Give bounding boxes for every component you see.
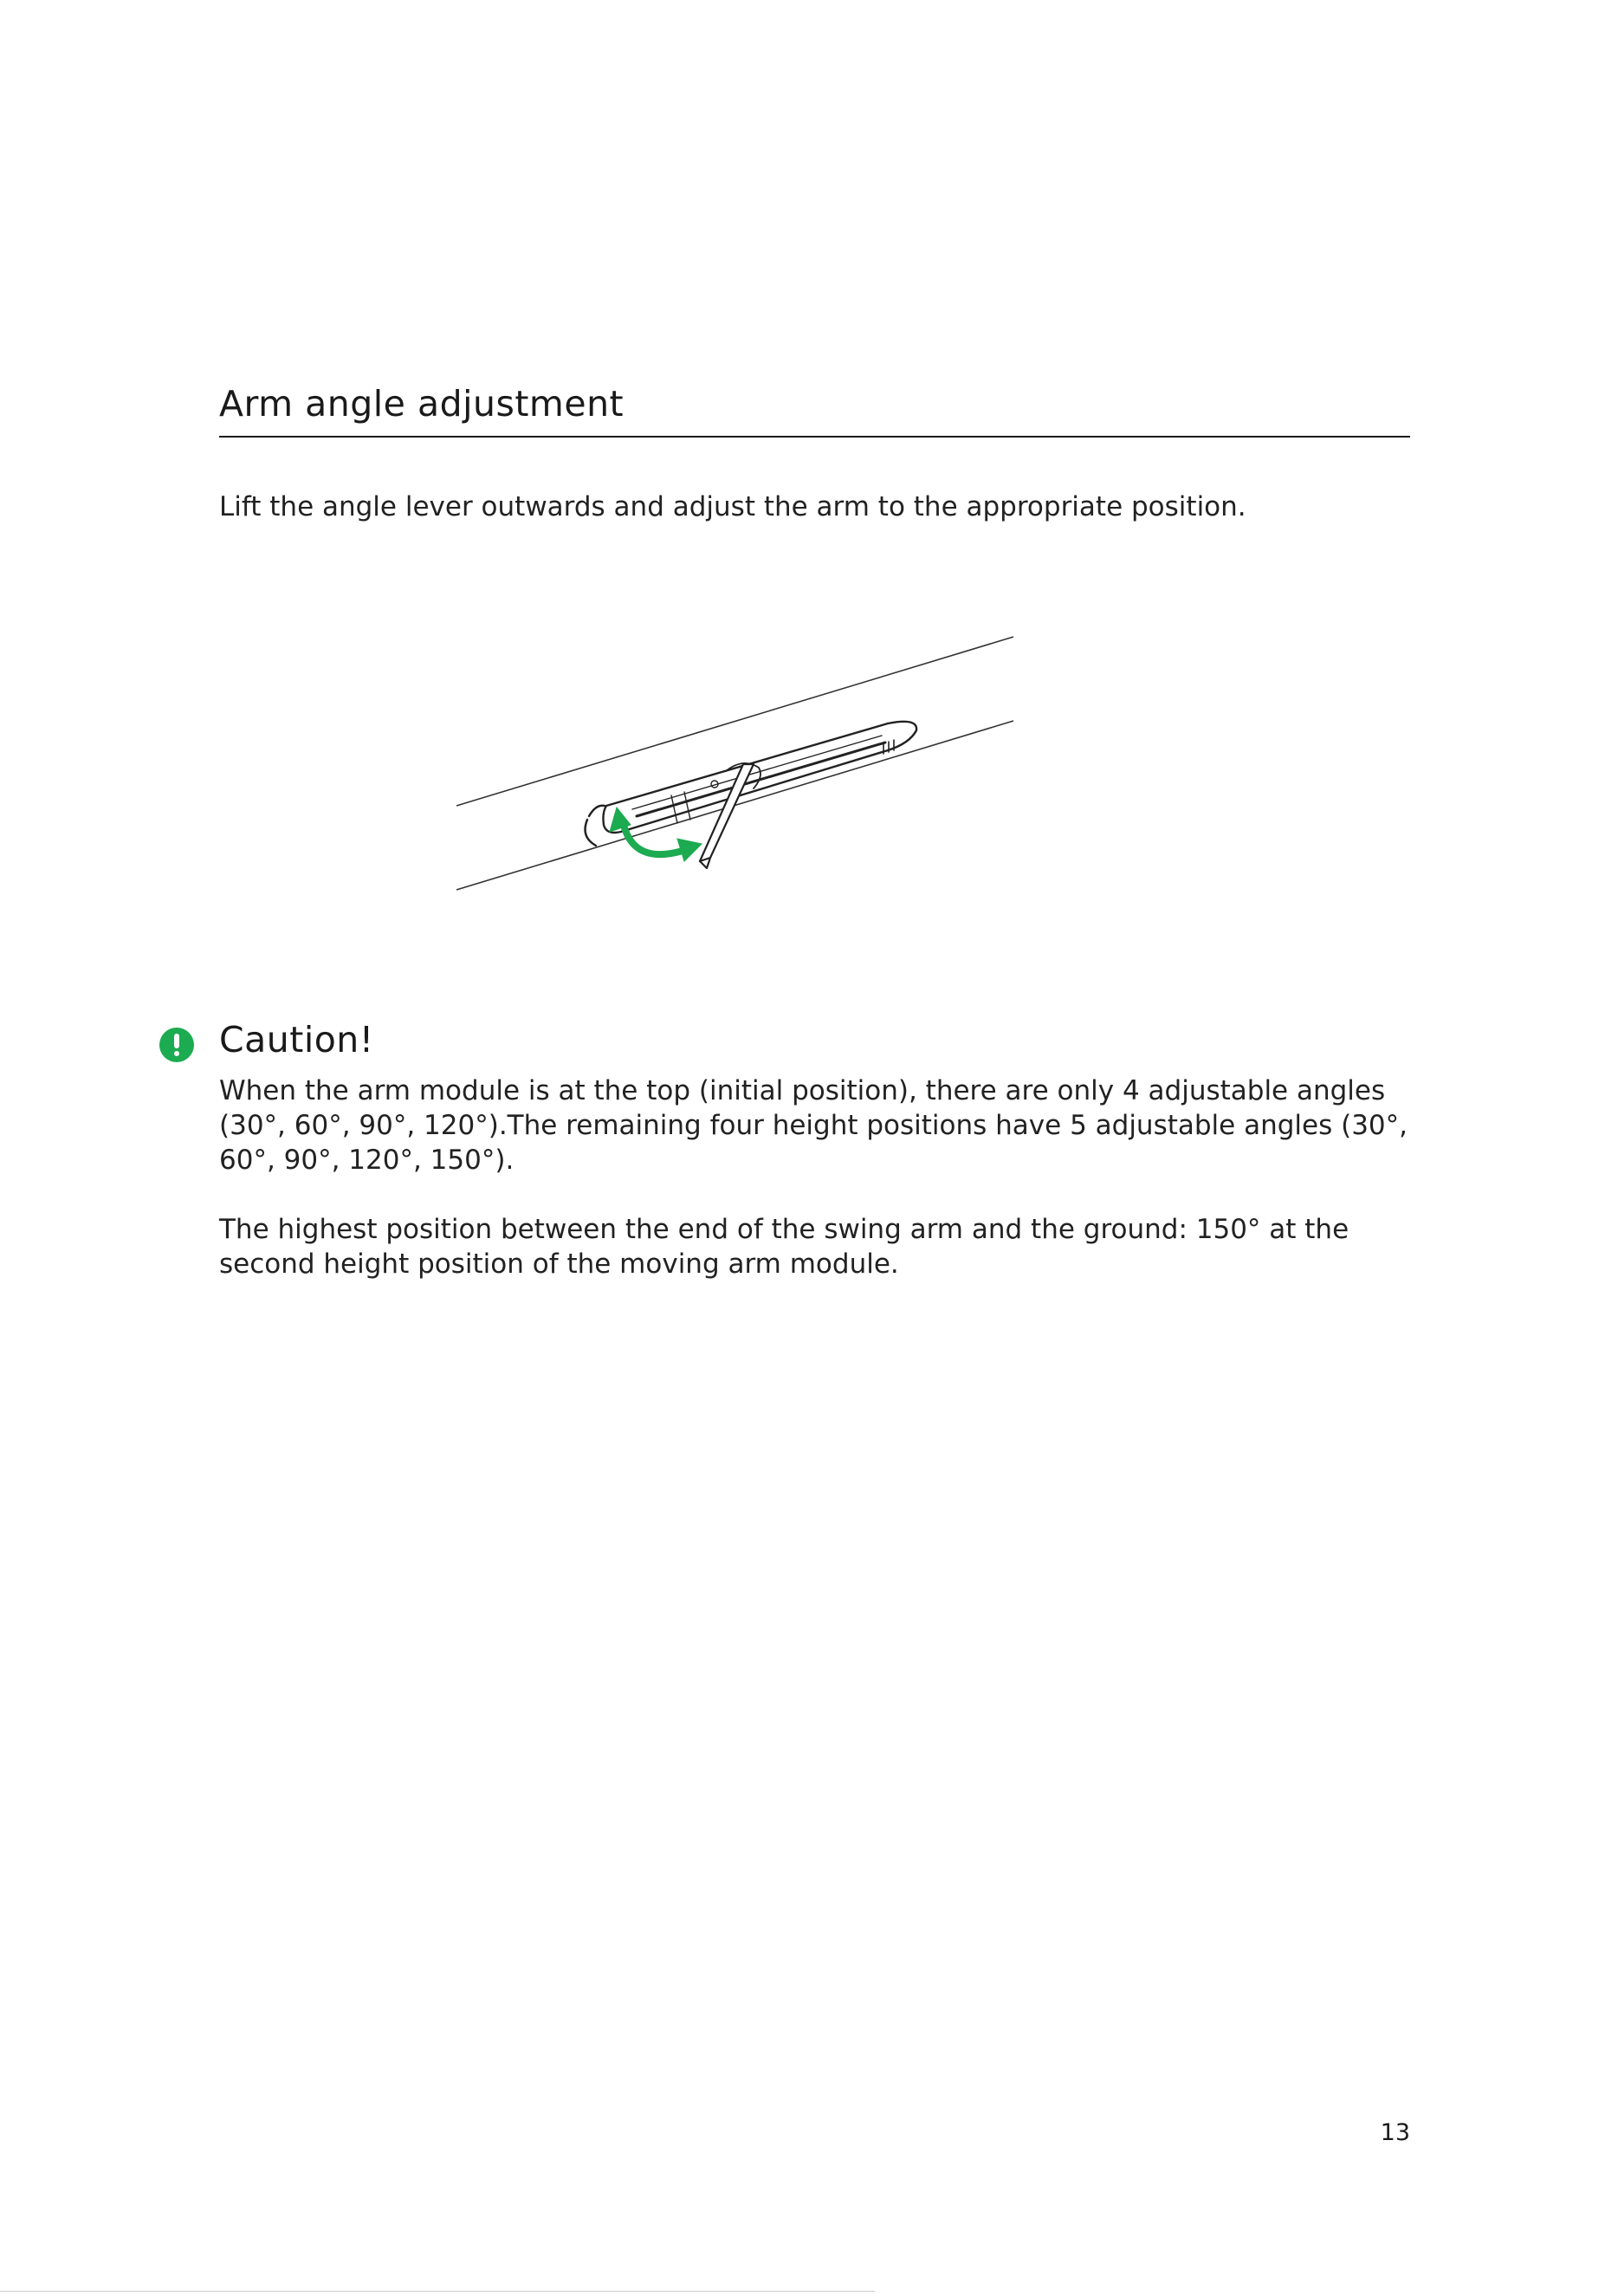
section-title: Arm angle adjustment [219,383,625,425]
footer-divider [0,2291,875,2292]
arm-angle-illustration [450,624,1022,901]
exclamation-icon [159,1028,194,1062]
caution-body [219,1073,1414,1316]
title-divider [219,436,1410,438]
caution-paragraph-2: The highest position between the end of the swing arm and the ground: 150° at the second height position of the moving arm module. [219,1214,1349,1280]
caution-paragraph-1: When the arm module is at the top (initial position), there are only 4 adjustable angles (30°, 60°, 90°, 120°).The remaining four height positions have 5 adjustable angles (30°, 60°, 90°, 120°, 150°). [219,1075,1408,1176]
adjustment-track [586,722,917,846]
angle-lever [700,763,760,868]
caution-title: Caution! [219,1019,374,1060]
angle-lever-arrow-icon [610,807,702,861]
intro-text: Lift the angle lever outwards and adjust the arm to the appropriate position. [219,491,1246,522]
page-number: 13 [1380,2119,1410,2146]
